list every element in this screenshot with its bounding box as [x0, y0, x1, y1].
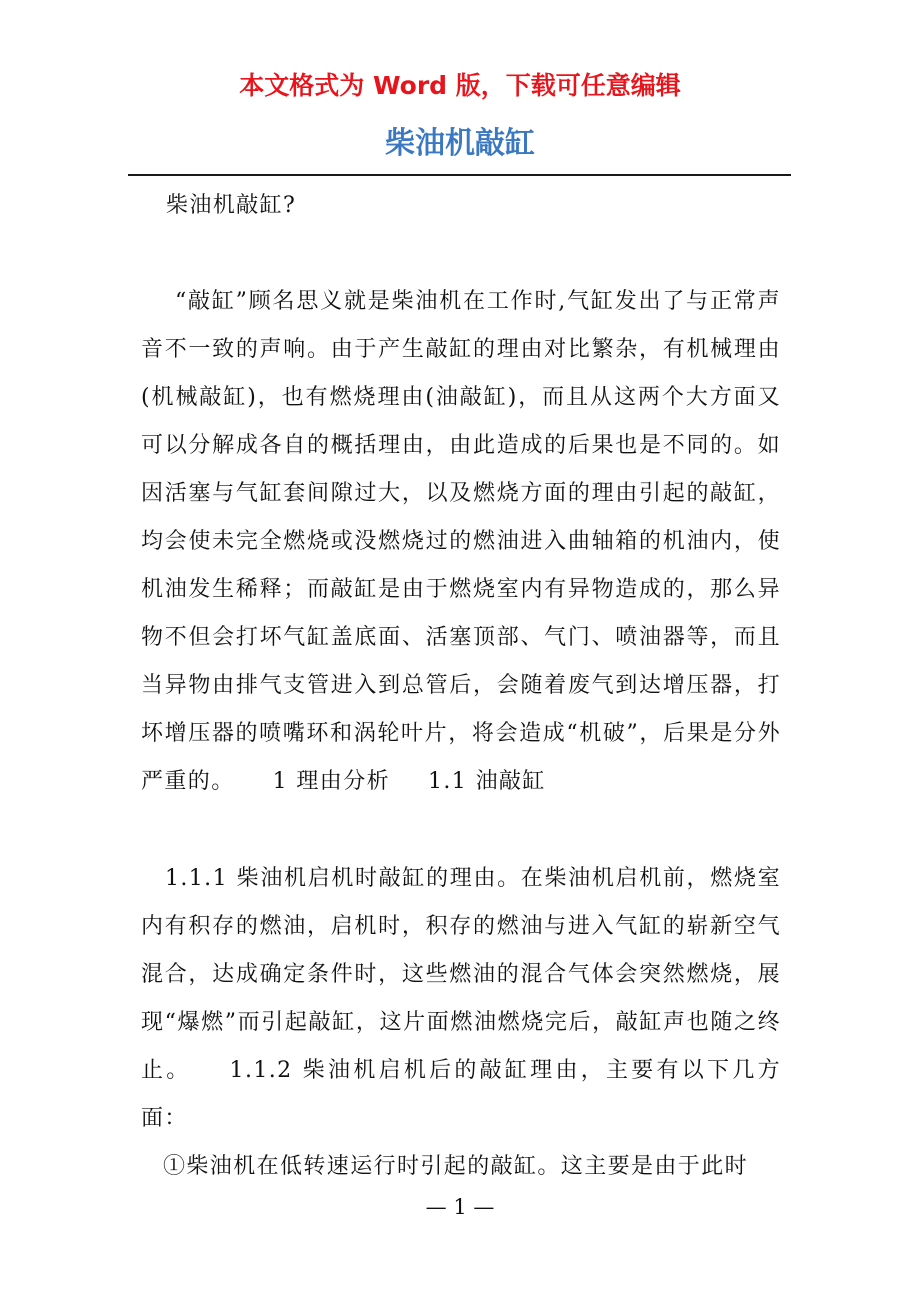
question-text: 柴油机敲缸?: [166, 193, 297, 218]
after-startup-heading: 1.1.2 柴油机启机后的敲缸理由，主要有以下几方面：: [141, 1058, 781, 1131]
section-heading-1-1: 1.1 油敲缸: [428, 769, 546, 794]
title-divider: [128, 174, 791, 176]
document-title: 柴油机敲缸: [385, 126, 535, 161]
page-number: — 1 —: [425, 1195, 495, 1219]
intro-text: “敲缸”顾名思义就是柴油机在工作时,气缸发出了与正常声音不一致的声响。由于产生敲缸的理由对比繁杂，有机械理由(机械敲缸)，也有燃烧理由(油敲缸)，而且从这两个大方面又可以分解成各自的概括理由，由此造成的后果也是不同的。如因活塞与气缸套间隙过大，以及燃烧方面的理由引起的敲缸，均会使未完全燃烧或没燃烧过的燃油进入曲轴箱的机油内，使机油发生稀释；而敲缸是由于燃烧室内有异物造成的，那么异物不但会打坏气缸盖底面、活塞顶部、气门、喷油器等，而且当异物由排气支管进入到总管后，会随着废气到达增压器，打坏增压器的喷嘴环和涡轮叶片，将会造成“机破”，后果是分外严重的。: [141, 289, 781, 794]
section-heading-1: 1 理由分析: [272, 769, 390, 794]
low-speed-knock-paragraph: [141, 1143, 781, 1191]
startup-knock-paragraph: [141, 855, 781, 1143]
intro-paragraph: [141, 278, 781, 806]
question-paragraph: [141, 182, 781, 230]
startup-knock-text: 1.1.1 柴油机启机时敲缸的理由。在柴油机启机前，燃烧室内有积存的燃油，启机时，积存的燃油与进入气缸的崭新空气混合，达成确定条件时，这些燃油的混合气体会突然燃烧，展现“爆燃”而引起敲缸，这片面燃油燃烧完后，敲缸声也随之终止。: [141, 866, 781, 1083]
format-banner: 本文格式为 Word 版，下载可任意编辑: [239, 71, 681, 100]
low-speed-knock-text: ①柴油机在低转速运行时引起的敲缸。这主要是由于此时: [163, 1154, 749, 1179]
